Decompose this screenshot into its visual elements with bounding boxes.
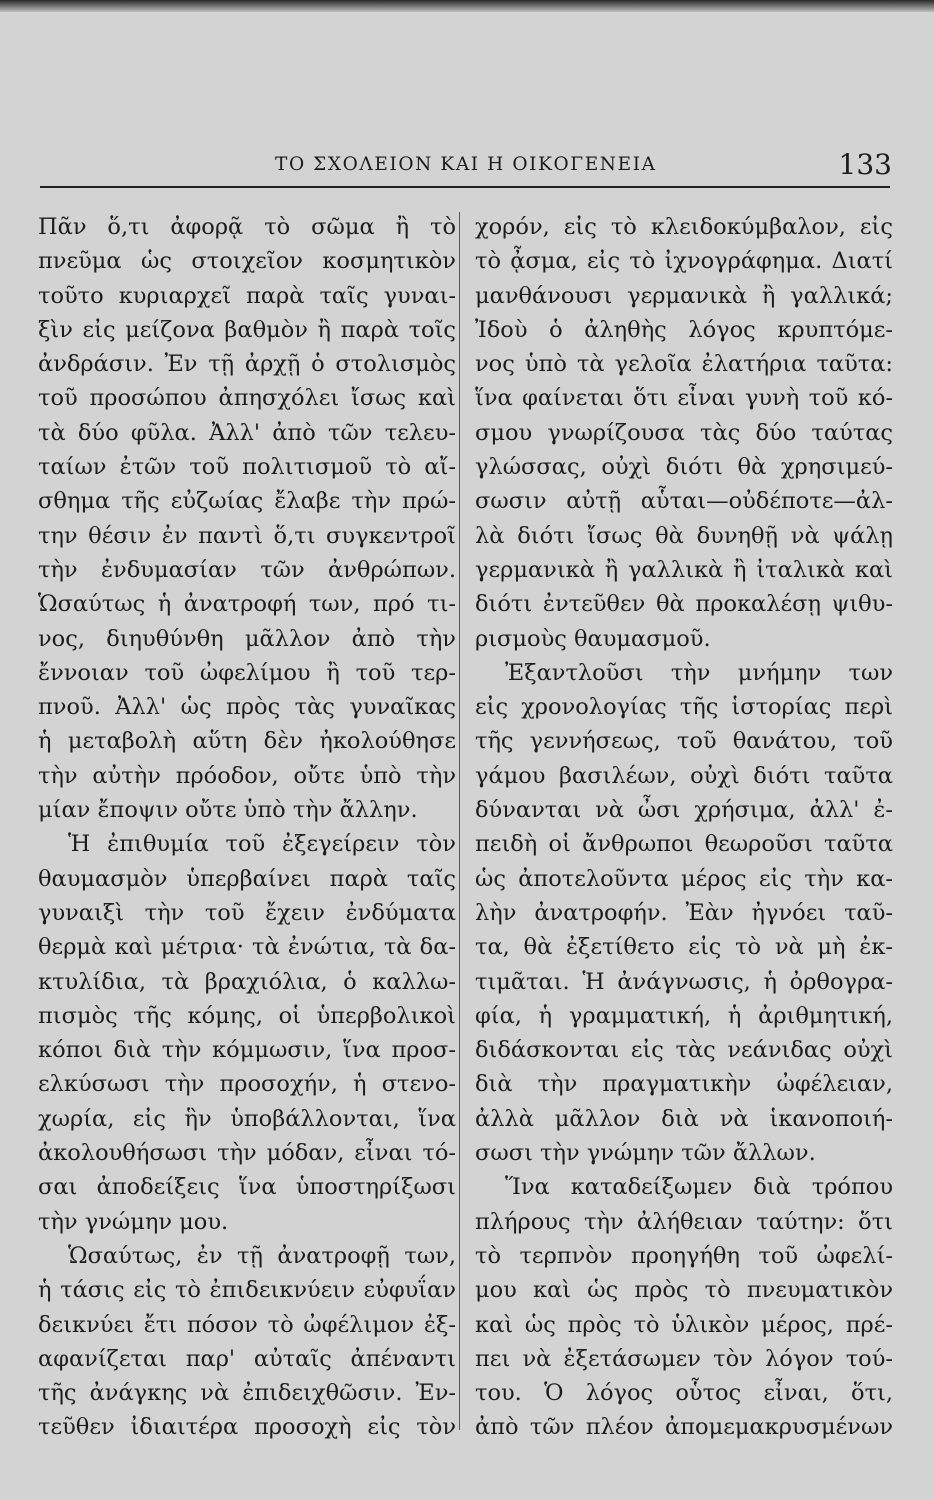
text-line: ἀπὸ τῶν πλέον ἀπομεμακρυσμένων bbox=[475, 1414, 893, 1441]
text-line: κτυλίδια, τὰ βραχιόλια, ὁ καλλω- bbox=[38, 968, 456, 995]
text-line: καὶ ὡς πρὸς τὸ ὑλικὸν μέρος, πρέ- bbox=[475, 1311, 893, 1338]
text-line: γερμανικὰ ἢ γαλλικὰ ἢ ἰταλικὰ καὶ bbox=[475, 556, 893, 583]
text-line: τα, θὰ ἐξετίθετο εἰς τὸ νὰ μὴ ἐκ- bbox=[475, 934, 893, 961]
text-line: Ὡσαύτως, ἐν τῇ ἀνατροφῇ των, bbox=[68, 1242, 456, 1269]
text-line: πνεῦμα ὡς στοιχεῖον κοσμητικὸν bbox=[38, 248, 456, 275]
text-line: τὸ ᾆσμα, εἰς τὸ ἰχνογράφημα. Διατί bbox=[475, 248, 893, 275]
left-column bbox=[38, 210, 456, 1445]
header-rule bbox=[40, 186, 890, 188]
text-line: τῆς γεννήσεως, τοῦ θανάτου, τοῦ bbox=[475, 728, 893, 755]
text-line: διὰ τὴν πραγματικὴν ὠφέλειαν, bbox=[475, 1071, 893, 1098]
text-line: ταίων ἐτῶν τοῦ πολιτισμοῦ τὸ αἴ- bbox=[38, 454, 456, 481]
right-column bbox=[475, 210, 893, 1445]
text-line: Πᾶν ὅ,τι ἀφορᾷ τὸ σῶμα ἢ τὸ bbox=[38, 214, 456, 240]
text-line: ἔννοιαν τοῦ ὠφελίμου ἢ τοῦ τερ- bbox=[38, 659, 456, 686]
text-line: ὡς ἀποτελοῦντα μέρος εἰς τὴν κα- bbox=[475, 865, 893, 892]
text-line: λὰ διότι ἴσως θὰ δυνηθῇ νὰ ψάλῃ bbox=[475, 522, 893, 549]
text-line: θερμὰ καὶ μέτρια· τὰ ἐνώτια, τὰ δα- bbox=[38, 934, 456, 961]
text-line: διδάσκονται εἰς τὰς νεάνιδας οὐχὶ bbox=[475, 1037, 893, 1064]
text-line: φία, ἡ γραμματική, ἡ ἀριθμητική, bbox=[475, 1002, 893, 1029]
text-line: ἀκολουθήσωσι τὴν μόδαν, εἶναι τό- bbox=[38, 1140, 456, 1167]
text-line: τεῦθεν ἰδιαιτέρα προσοχὴ εἰς τὸν bbox=[38, 1414, 456, 1441]
text-line: ἡ μεταβολὴ αὕτη δὲν ἠκολούθησε bbox=[38, 728, 456, 755]
text-line: πισμὸς τῆς κόμης, οἱ ὑπερβολικοὶ bbox=[38, 1002, 456, 1029]
text-line: Ἡ ἐπιθυμία τοῦ ἐξεγείρειν τὸν bbox=[68, 831, 456, 858]
text-line: γάμου βασιλέων, οὐχὶ διότι ταῦτα bbox=[475, 762, 893, 789]
text-line: Ἰδοὺ ὁ ἀληθὴς λόγος κρυπτόμε- bbox=[475, 316, 893, 343]
text-line: τιμᾶται. Ἡ ἀνάγνωσις, ἡ ὀρθογρα- bbox=[475, 968, 893, 995]
text-line: πει νὰ ἐξετάσωμεν τὸν λόγον τού- bbox=[475, 1345, 893, 1372]
text-line: Ἐξαντλοῦσι τὴν μνήμην των bbox=[505, 659, 893, 686]
text-line: την θέσιν ἐν παντὶ ὅ,τι συγκεντροῖ bbox=[38, 522, 456, 549]
text-line: αφανίζεται παρ' αὐταῖς ἀπέναντι bbox=[38, 1345, 456, 1372]
text-line: δεικνύει ἔτι πόσον τὸ ὠφέλιμον ἐξ- bbox=[38, 1311, 456, 1338]
text-line: κόποι διὰ τὴν κόμμωσιν, ἵνα προσ- bbox=[38, 1037, 456, 1064]
text-line: γλώσσας, οὐχὶ διότι θὰ χρησιμεύ- bbox=[475, 454, 893, 481]
text-line: γυναιξὶ τὴν τοῦ ἔχειν ἐνδύματα bbox=[38, 899, 456, 926]
text-line: ξὶν εἰς μείζονα βαθμὸν ἢ παρὰ τοῖς bbox=[38, 316, 456, 343]
text-line: τὴν γνώμην μου. bbox=[38, 1208, 229, 1235]
text-line: τὰ δύο φῦλα. Ἀλλ' ἀπὸ τῶν τελευ- bbox=[38, 419, 456, 446]
text-line: πειδὴ οἱ ἄνθρωποι θεωροῦσι ταῦτα bbox=[475, 831, 893, 858]
text-line: τοῦτο κυριαρχεῖ παρὰ ταῖς γυναι- bbox=[38, 282, 456, 309]
text-line: ἀνδράσιν. Ἐν τῇ ἀρχῇ ὁ στολισμὸς bbox=[38, 351, 456, 378]
text-line: χωρία, εἰς ἣν ὑποβάλλονται, ἵνα bbox=[38, 1105, 456, 1132]
text-line: νος ὑπὸ τὰ γελοῖα ἐλατήρια ταῦτα: bbox=[475, 351, 893, 378]
text-line: τὴν ἐνδυμασίαν τῶν ἀνθρώπων. bbox=[38, 556, 456, 583]
text-line: Ὡσαύτως ἡ ἀνατροφή των, πρό τι- bbox=[38, 591, 456, 618]
text-line: νος, διηυθύνθη μᾶλλον ἀπὸ τὴν bbox=[38, 625, 456, 652]
text-line: ελκύσωσι τὴν προσοχήν, ἡ στενο- bbox=[38, 1071, 456, 1098]
text-line: σμου γνωρίζουσα τὰς δύο ταύτας bbox=[475, 419, 893, 446]
text-line: ρισμοὺς θαυμασμοῦ. bbox=[475, 625, 711, 652]
running-title: ΤΟ ΣΧΟΛΕΙΟΝ ΚΑΙ Η ΟΙΚΟΓΕΝΕΙΑ bbox=[275, 154, 657, 175]
column-divider bbox=[459, 212, 460, 1430]
text-line: Ἵνα καταδείξωμεν διὰ τρόπου bbox=[505, 1174, 893, 1201]
text-line: ἡ τάσις εἰς τὸ ἐπιδεικνύειν εὐφυΐαν bbox=[38, 1277, 456, 1304]
text-line: τὸ τερπνὸν προηγήθη τοῦ ὠφελί- bbox=[475, 1242, 893, 1269]
text-line: ἀλλὰ μᾶλλον διὰ νὰ ἱκανοποιή- bbox=[475, 1105, 893, 1132]
text-line: πνοῦ. Ἀλλ' ὡς πρὸς τὰς γυναῖκας bbox=[38, 694, 456, 721]
text-line: δύνανται νὰ ὦσι χρήσιμα, ἀλλ' ἐ- bbox=[475, 797, 893, 824]
text-line: μίαν ἔποψιν οὔτε ὑπὸ τὴν ἄλλην. bbox=[38, 797, 418, 824]
text-line: τῆς ἀνάγκης νὰ ἐπιδειχθῶσιν. Ἐν- bbox=[38, 1380, 456, 1407]
text-line: σωσιν αὐτῇ αὗται—οὐδέποτε—ἀλ- bbox=[475, 488, 893, 515]
text-line: του. Ὁ λόγος οὗτος εἶναι, ὅτι, bbox=[475, 1380, 893, 1407]
page-number: 133 bbox=[838, 148, 892, 181]
text-line: ἵνα φαίνεται ὅτι εἶναι γυνὴ τοῦ κό- bbox=[475, 385, 893, 412]
text-line: τοῦ προσώπου ἀπησχόλει ἴσως καὶ bbox=[38, 385, 456, 412]
page-top-shadow bbox=[0, 0, 934, 12]
text-line: λὴν ἀνατροφήν. Ἐὰν ἠγνόει ταῦ- bbox=[475, 899, 893, 926]
text-line: σωσι τὴν γνώμην τῶν ἄλλων. bbox=[475, 1140, 816, 1167]
text-line: τὴν αὐτὴν πρόοδον, οὔτε ὑπὸ τὴν bbox=[38, 762, 456, 789]
text-line: διότι ἐντεῦθεν θὰ προκαλέσῃ ψιθυ- bbox=[475, 591, 893, 618]
text-line: μου καὶ ὡς πρὸς τὸ πνευματικὸν bbox=[475, 1277, 893, 1304]
text-line: χορόν, εἰς τὸ κλειδοκύμβαλον, εἰς bbox=[475, 214, 893, 240]
text-line: μανθάνουσι γερμανικὰ ἢ γαλλικά; bbox=[475, 282, 893, 309]
text-line: πλήρους τὴν ἀλήθειαν ταύτην: ὅτι bbox=[475, 1208, 893, 1235]
text-line: θαυμασμὸν ὑπερβαίνει παρὰ ταῖς bbox=[38, 865, 456, 892]
page-header bbox=[0, 148, 934, 188]
text-line: σθημα τῆς εὐζωίας ἔλαβε τὴν πρώ- bbox=[38, 488, 456, 515]
text-line: εἰς χρονολογίας τῆς ἱστορίας περὶ bbox=[475, 694, 893, 721]
text-line: σαι ἀποδείξεις ἵνα ὑποστηρίξωσι bbox=[38, 1174, 456, 1201]
